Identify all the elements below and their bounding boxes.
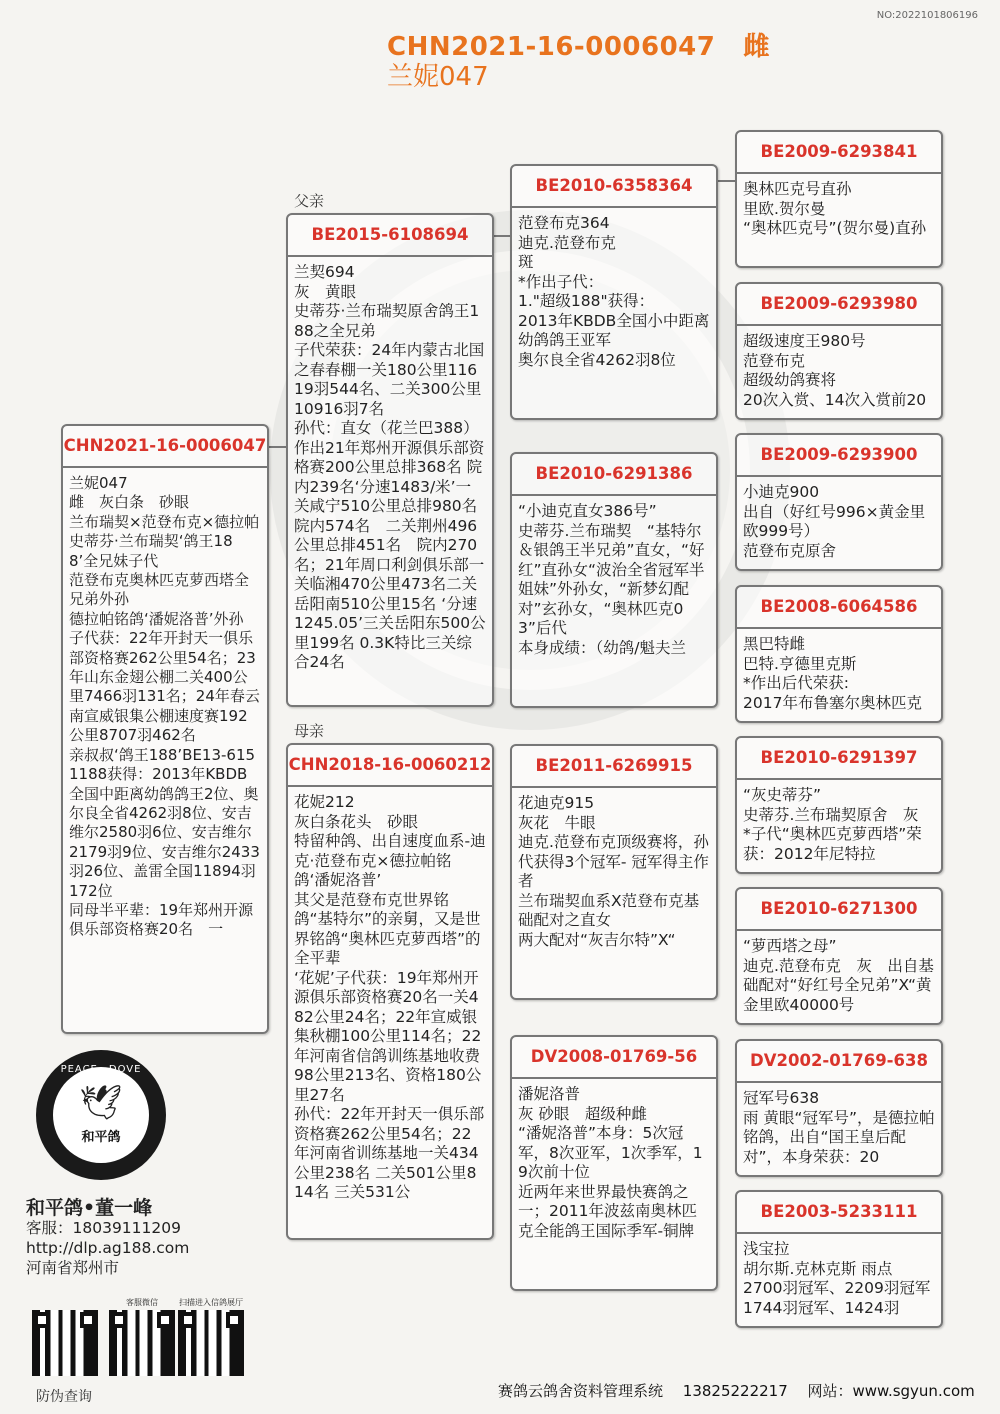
service-phone: 客服：18039111209 xyxy=(26,1219,181,1237)
pedigree-card-sire-dam xyxy=(510,452,718,708)
pedigree-card-sire-sire-sire xyxy=(735,130,943,268)
card-description: 兰妮047 雌 灰白条 砂眼 兰布瑞契×范登布克×德拉帕 史蒂芬·兰布瑞契‘鸽王188’全兄妹子代 范登布克奥林匹克萝西塔全兄弟外孙 德拉帕铭鸽‘潘妮洛普’外孙 子代获：22年开封天一俱乐部资格赛262公里54名；23年山东金翅公棚二关400公里7466羽131名；24年春云南宣威银集公棚速度赛192公里8707羽462名 亲叔叔‘鸽王188’BE13-6151188获得：2013年KBDB全国中距离幼鸽鸽王2位、奥尔良全省4262羽8位、安吉维尔2580羽6位、安吉维尔2179羽9位、安吉维尔2433羽26位、盖雷全国11894羽172位 同母半平辈：19年郑州开源俱乐部资格赛20名 一 xyxy=(69,474,260,939)
qr-code-icon xyxy=(178,1310,244,1376)
pedigree-card-dam-sire xyxy=(510,744,718,1000)
ring-number: BE2009-6293841 xyxy=(737,132,941,174)
website-link[interactable]: http://dlp.ag188.com xyxy=(26,1239,190,1257)
connector-line xyxy=(494,235,510,237)
logo-chinese-text: 和平鸽 xyxy=(81,1129,121,1145)
title-sex: 雌 xyxy=(743,32,770,62)
ring-number: BE2015-6108694 xyxy=(288,215,492,257)
pedigree-card-dam xyxy=(286,743,494,1240)
ring-number: BE2010-6271300 xyxy=(737,889,941,931)
ring-number: BE2008-6064586 xyxy=(737,587,941,629)
qr-code-icon xyxy=(32,1310,98,1376)
ring-number: BE2010-6291386 xyxy=(512,454,716,496)
card-description: 花迪克915 灰花 牛眼 迪克.范登布克顶级赛将，孙代获得3个冠军- 冠军得主作者 兰布瑞契血系X范登布克基础配对之直女 两大配对“灰吉尔特”X“ xyxy=(518,794,709,949)
card-description: 范登布克364 迪克.范登布克 斑 *作出子代： 1."超级188"获得： 2013年KBDB全国小中距离幼鸽鸽王亚军 奥尔良全省4262羽8位 xyxy=(518,214,710,369)
pedigree-card-dam-dam xyxy=(510,1035,718,1291)
pedigree-card-sire-sire-dam xyxy=(735,282,943,420)
ring-number: BE2010-6291397 xyxy=(737,738,941,780)
card-description: 超级速度王980号 范登布克 超级幼鸽赛将 20次入赏、14次入赏前20 xyxy=(743,332,927,409)
ring-number: DV2002-01769-638 xyxy=(737,1041,941,1083)
footer-system-info: 赛鸽云鸽舍资料管理系统 13825222217 网站：www.sgyun.com xyxy=(498,1382,975,1400)
ring-number: BE2009-6293900 xyxy=(737,435,941,477)
pedigree-card-sire-sire xyxy=(510,164,718,420)
qr-code-showroom[interactable] xyxy=(178,1298,244,1378)
loft-name: 和平鸽•董一峰 xyxy=(26,1197,153,1219)
ring-number: BE2009-6293980 xyxy=(737,284,941,326)
pedigree-card-sire-dam-dam xyxy=(735,585,943,723)
document-number: NO:2022101806196 xyxy=(876,10,978,21)
peace-dove-logo xyxy=(36,1050,166,1180)
contact-info xyxy=(26,1198,189,1278)
father-label: 父亲 xyxy=(294,192,325,210)
connector-line xyxy=(718,180,736,182)
qr-label: 客服微信 xyxy=(126,1298,158,1307)
ring-number: BE2003-5233111 xyxy=(737,1192,941,1234)
qr-code-antifake[interactable] xyxy=(32,1298,98,1378)
location: 河南省郑州市 xyxy=(26,1259,120,1277)
ring-number: CHN2021-16-0006047 xyxy=(63,426,267,468)
logo-emblem xyxy=(53,1067,149,1163)
pedigree-card-dam-sire-dam xyxy=(735,887,943,1025)
title-bird-name: 兰妮047 xyxy=(387,62,489,92)
card-description: 冠军号638 雨 黄眼“冠军号”，是德拉帕铭鸽，出自“国王皇后配对”，本身荣获：20 xyxy=(743,1089,935,1166)
qr-label: 扫描进入信鸽展厅 xyxy=(179,1298,243,1307)
card-description: 浅宝拉 胡尔斯.克林克斯 雨点 2700羽冠军、2209羽冠军 1744羽冠军、1424羽 xyxy=(743,1240,931,1317)
title-ring-number: CHN2021-16-0006047 xyxy=(387,32,716,62)
ring-number: CHN2018-16-0060212 xyxy=(288,745,492,787)
qr-code-icon xyxy=(109,1310,175,1376)
card-description: 奥林匹克号直孙 里欧.贺尔曼 “奥林匹克号”(贺尔曼)直孙 xyxy=(743,180,927,237)
card-description: 小迪克900 出自（好红号996×黄金里欧999号） 范登布克原舍 xyxy=(743,483,926,560)
logo-top-text: PEACE DOVE xyxy=(60,1064,142,1075)
pedigree-card-sire-dam-sire xyxy=(735,433,943,571)
pedigree-card-dam-sire-sire xyxy=(735,736,943,874)
card-description: “小迪克直女386号” 史蒂芬.兰布瑞契 “基特尔＆银鸽王半兄弟”直女，“好红”直孙女“波治全省冠军半姐妹”外孙女，“新梦幻配对”玄孙女，“奥林匹克03”后代 本身成绩：（幼鸽/魁夫兰 xyxy=(518,502,705,657)
card-description: 兰契694 灰 黄眼 史蒂芬·兰布瑞契原舍鸽王188之全兄弟 子代荣获：24年内蒙古北国之春春棚一关180公里11619羽544名、二关300公里10916羽7名 孙代：直女（花兰巴388）作出21年郑州开源俱乐部资格赛200公里总排368名 院内239名‘分速1483/米’一关咸宁510公里总排980名 院内574名 二关荆州496公里总排451名 院内270名；21年周口利剑俱乐部一关临湘470公里473名二关岳阳南510公里15名 ‘分速1245.05’三关岳阳东500公里199名 0.3K特比三关综合24名 xyxy=(294,263,486,671)
card-description: 花妮212 灰白条花头 砂眼 特留种鸽、出自速度血系-迪克·范登布克×德拉帕铭鸽‘潘妮洛普’ 其父是范登布克世界铭鸽“基特尔”的亲舅，又是世界铭鸽“奥林匹克萝西塔”的全平辈 ‘花妮’子代获：19年郑州开源俱乐部资格赛20名一关482公里24名；22年宣威银集秋棚100公里114名；22年河南省信鸽训练基地收费98公里213名、资格180公里27名 孙代：22年开封天一俱乐部资格赛262公里54名；22年河南省训练基地一关434公里238名 二关501公里814名 三关531公 xyxy=(294,793,486,1201)
card-description: “萝西塔之母” 迪克.范登布克 灰 出自基础配对“好红号全兄弟”X“黄金里欧40000号 xyxy=(743,937,934,1014)
mother-label: 母亲 xyxy=(294,722,325,740)
qr-code-wechat[interactable] xyxy=(109,1298,175,1378)
antifake-query-label: 防伪查询 xyxy=(36,1389,92,1405)
card-description: 潘妮洛普 灰 砂眼 超级种雌 “潘妮洛普”本身：5次冠军，8次亚军，1次季军，19次前十位 近两年来世界最快赛鸽之一；2011年波兹南奥林匹克全能鸽王国际季军-铜牌 xyxy=(518,1085,703,1240)
ring-number: BE2010-6358364 xyxy=(512,166,716,208)
ring-number: BE2011-6269915 xyxy=(512,746,716,788)
pedigree-card-sire xyxy=(286,213,494,707)
pedigree-card-dam-dam-sire xyxy=(735,1039,943,1177)
card-description: 黑巴特雌 巴特.亨德里克斯 *作出后代荣获: 2017年布鲁塞尔奥林匹克 xyxy=(743,635,922,712)
card-description: “灰史蒂芬” 史蒂芬.兰布瑞契原舍 灰 *子代“奥林匹克萝西塔”荣获：2012年尼特拉 xyxy=(743,786,922,863)
dove-icon: 🕊 xyxy=(79,1082,123,1123)
ring-number: DV2008-01769-56 xyxy=(512,1037,716,1079)
pedigree-card-dam-dam-dam xyxy=(735,1190,943,1328)
connector-line xyxy=(268,446,286,448)
pedigree-card-subject xyxy=(61,424,269,1034)
